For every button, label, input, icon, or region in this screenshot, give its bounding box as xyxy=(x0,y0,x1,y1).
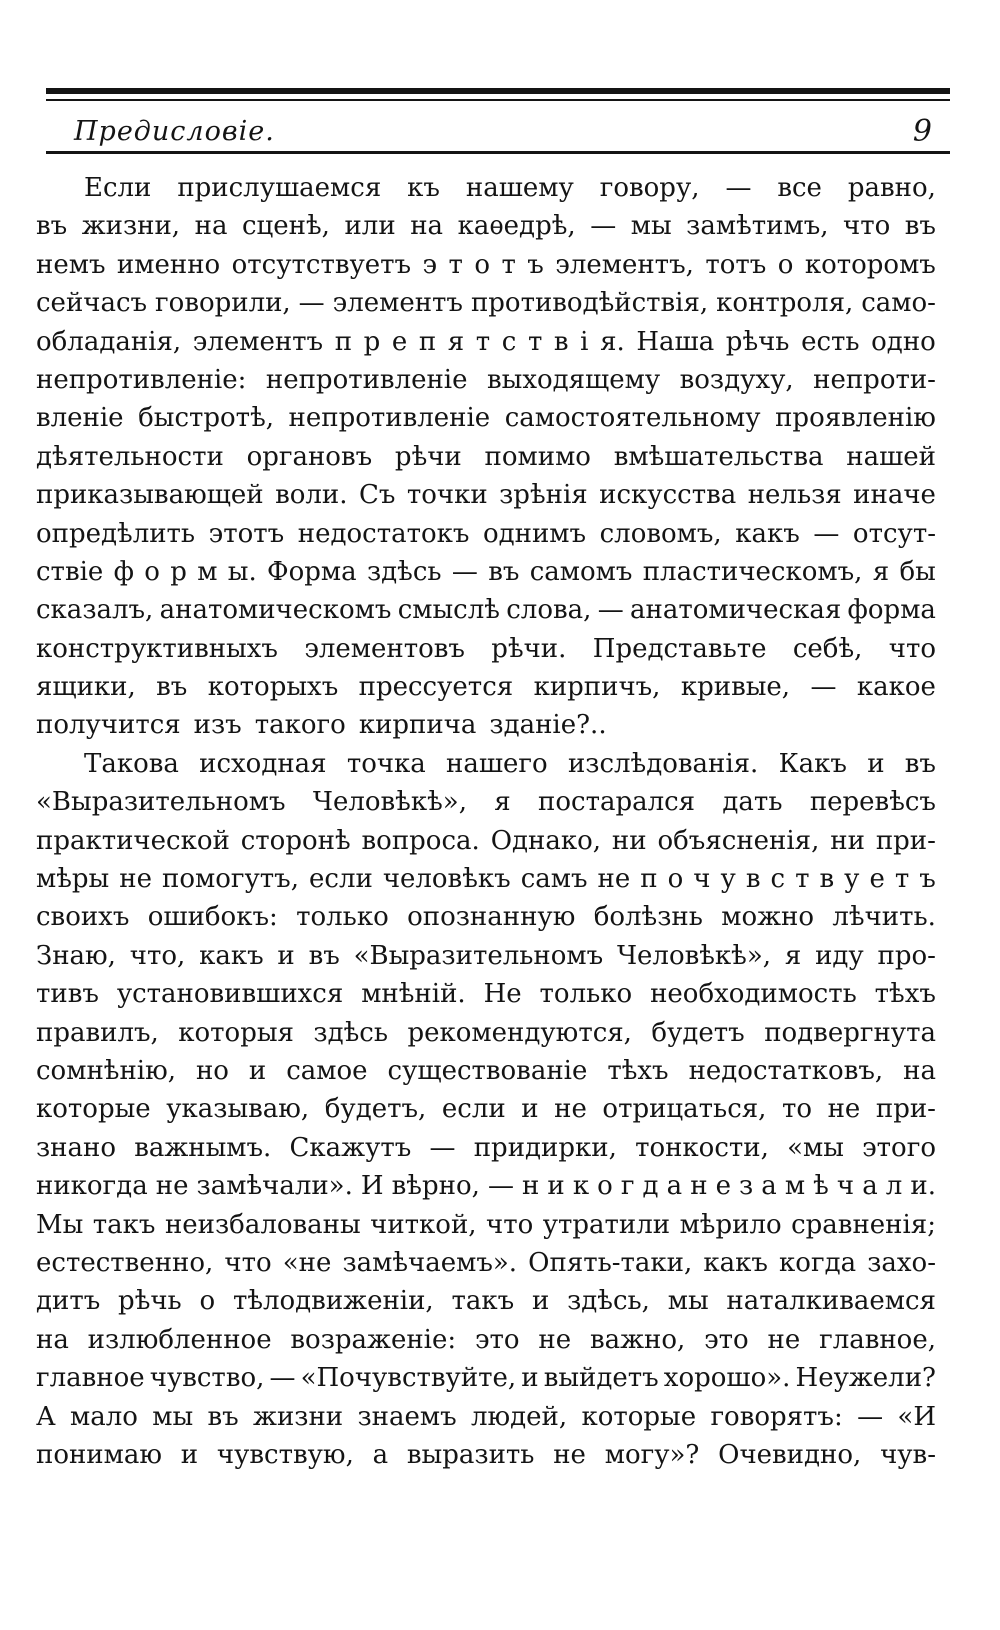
text-line: Если прислушаемся къ нашему говору, — все равно, xyxy=(84,173,936,203)
text-line: которые указываю, будетъ, если и не отрицаться, то не при- xyxy=(36,1094,936,1125)
text-line: правилъ, которыя здѣсь рекомендуются, будетъ подвергнута xyxy=(36,1017,936,1048)
text-line: непротивленіе: непротивленіе выходящему воздуху, непроти- xyxy=(36,364,936,395)
text-line: сомнѣнію, но и самое существованіе тѣхъ недостатковъ, на xyxy=(36,1055,936,1086)
header-rule-thin xyxy=(46,99,950,101)
page-number: 9 xyxy=(912,114,932,149)
text-line: обладанія, элементъ п р е п я т с т в і я. Наша рѣчь есть одно xyxy=(36,326,936,357)
text-line: получится изъ такого кирпича зданіе?.. xyxy=(36,710,607,741)
text-line: Мы такъ неизбалованы читкой, что утратили мѣрило сравненія; xyxy=(36,1209,936,1240)
text-line: никогда не замѣчали». И вѣрно, — н и к о г д а н е з а м ѣ ч а л и. xyxy=(36,1171,936,1202)
body-text xyxy=(36,169,936,1474)
text-line: понимаю и чувствую, а выразить не могу»? Очевидно, чув- xyxy=(36,1439,936,1470)
text-line: на излюбленное возраженіе: это не важно, это не главное, xyxy=(36,1324,936,1355)
text-line: конструктивныхъ элементовъ рѣчи. Представьте себѣ, что xyxy=(36,633,936,664)
text-line: знано важнымъ. Скажутъ — придирки, тонкости, «мы этого xyxy=(36,1132,936,1163)
text-line: ствіе ф о р м ы. Форма здѣсь — въ самомъ пластическомъ, я бы xyxy=(36,556,936,587)
text-line: естественно, что «не замѣчаемъ». Опять-таки, какъ когда захо- xyxy=(36,1247,936,1278)
text-line: «Выразительномъ Человѣкѣ», я постарался дать перевѣсъ xyxy=(36,787,936,818)
text-line: ящики, въ которыхъ прессуется кирпичъ, кривые, — какое xyxy=(36,672,936,703)
text-line: Знаю, что, какъ и въ «Выразительномъ Человѣкѣ», я иду про- xyxy=(36,940,936,971)
text-line: мѣры не помогутъ, если человѣкъ самъ не п о ч у в с т в у е т ъ xyxy=(36,864,936,895)
text-line: А мало мы въ жизни знаемъ людей, которые говорятъ: — «И xyxy=(36,1401,936,1432)
text-line: въ жизни, на сценѣ, или на каѳедрѣ, — мы замѣтимъ, что въ xyxy=(36,211,936,242)
text-line: своихъ ошибокъ: только опознанную болѣзнь можно лѣчить. xyxy=(36,902,936,933)
text-line: приказывающей воли. Съ точки зрѣнія искусства нельзя иначе xyxy=(36,480,936,511)
text-line: дитъ рѣчь о тѣлодвиженіи, такъ и здѣсь, мы наталкиваемся xyxy=(36,1286,936,1317)
running-head-rule xyxy=(46,151,950,154)
text-line: дѣятельности органовъ рѣчи помимо вмѣшательства нашей xyxy=(36,441,936,472)
text-line: вленіе быстротѣ, непротивленіе самостоятельному проявленію xyxy=(36,403,936,434)
text-line: сказалъ, анатомическомъ смыслѣ слова, — анатомическая форма xyxy=(36,595,936,626)
text-line: тивъ установившихся мнѣній. Не только необходимость тѣхъ xyxy=(36,979,936,1010)
text-line: главное чувство, — «Почувствуйте, и выйдетъ хорошо». Неужели? xyxy=(36,1363,936,1394)
text-line: сейчасъ говорили, — элементъ противодѣйствія, контроля, само- xyxy=(36,288,936,319)
header-rule-thick xyxy=(46,88,950,94)
text-line: немъ именно отсутствуетъ э т о т ъ элементъ, тотъ о которомъ xyxy=(36,249,936,280)
text-line: практической сторонѣ вопроса. Однако, ни объясненія, ни при- xyxy=(36,825,936,856)
running-head-title: Предисловіе. xyxy=(74,116,275,147)
running-head xyxy=(46,112,950,152)
text-line: Такова исходная точка нашего изслѣдованія. Какъ и въ xyxy=(84,748,936,779)
text-line: опредѣлить этотъ недостатокъ однимъ словомъ, какъ — отсут- xyxy=(36,518,936,549)
